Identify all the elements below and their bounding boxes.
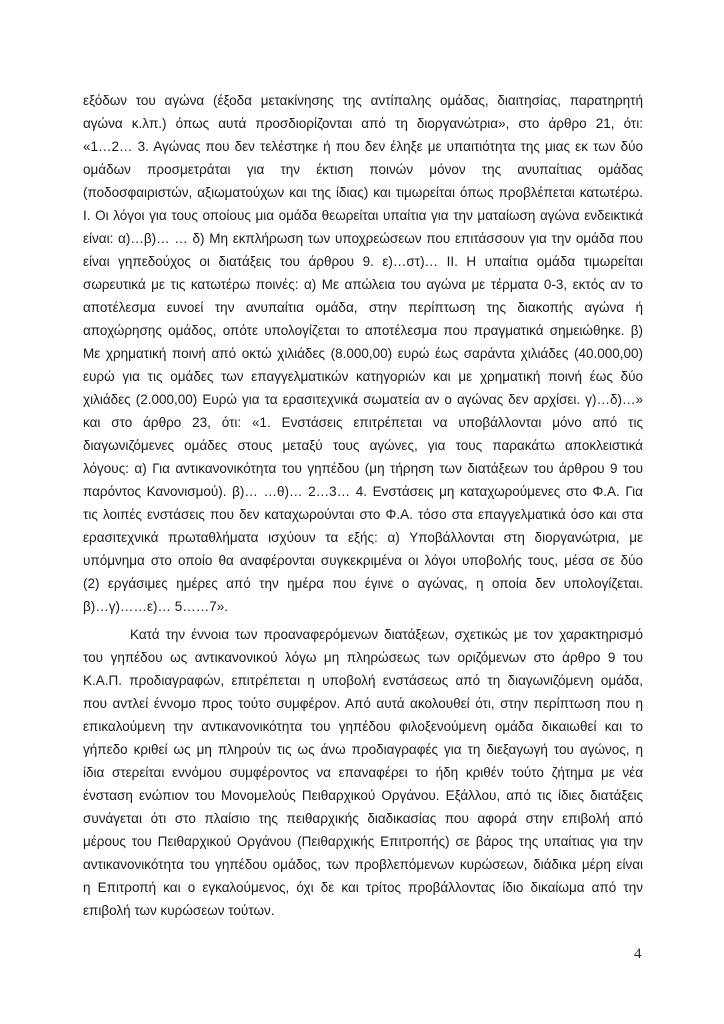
text-line: επιβολή των κυρώσεων τούτων. (83, 903, 275, 918)
text-line: «1…2… 3. Αγώνας που δεν τελέστηκε ή που δεν έληξε με υπαιτιότητα της μιας εκ των δύο (83, 139, 643, 154)
text-line: ευρώ για τις ομάδες των επαγγελματικών κατηγοριών και με χρηματική ποινή έως δύο (83, 369, 643, 384)
text-line: (ποδοσφαιριστών, αξιωματούχων και της ίδιας) και τιμωρείται όπως προβλέπεται κατωτέρω. (83, 185, 643, 200)
page-number: 4 (634, 946, 642, 962)
text-line: (2) εργάσιμες ημέρες από την ημέρα που έγινε ο αγώνας, η οποία δεν υπολογίζεται. (83, 576, 643, 591)
paragraph (83, 623, 643, 922)
text-line: Κ.Α.Π. προδιαγραφών, επιτρέπεται η υποβολή ενστάσεως από τη διαγωνιζόμενη ομάδα, (83, 673, 643, 688)
text-line: χιλιάδες (2.000,00) Ευρώ για τα ερασιτεχνικά σωματεία αν ο αγώνας δεν αρχίσει. γ)…δ)…» (83, 392, 643, 407)
text-line: γήπεδο κριθεί ως μη πληρούν τις ως άνω προδιαγραφές για τη διεξαγωγή του αγώνος, η (83, 742, 643, 757)
text-line: Με χρηματική ποινή από οκτώ χιλιάδες (8.000,00) ευρώ έως σαράντα χιλιάδες (40.000,00) (83, 346, 643, 361)
text-line: ομάδων προσμετράται για την έκτιση ποινών μόνον της ανυπαίτιας ομάδας (83, 162, 643, 177)
text-line: ένσταση ενώπιον του Μονομελούς Πειθαρχικού Οργάνου. Εξάλλου, από τις ίδιες διατάξεις (83, 788, 643, 803)
text-line: τις λοιπές ενστάσεις που δεν καταχωρούνται στο Φ.Α. τόσο στα επαγγελματικά όσο και στα (83, 507, 643, 522)
text-line: αποχώρησης ομάδος, οπότε υπολογίζεται το αποτέλεσμα που πραγματικά σημειώθηκε. β) (83, 323, 643, 338)
text-line: παρόντος Κανονισμού). β)… …θ)… 2…3… 4. Ενστάσεις μη καταχωρούμενες στο Φ.Α. Για (83, 484, 643, 499)
text-line: αγώνα κ.λπ.) όπως αυτά προσδιορίζονται από τη διοργανώτρια», στο άρθρο 21, ότι: (83, 116, 643, 131)
text-line: ερασιτεχνικά πρωταθλήματα ισχύουν τα εξής: α) Υποβάλλονται στη διοργανώτρια, με (83, 530, 643, 545)
text-line: επικαλούμενη την αντικανονικότητα του γηπέδου φιλοξενούμενη ομάδα δικαιωθεί και το (83, 719, 643, 734)
text-line: η Επιτροπή και ο εγκαλούμενος, όχι δε και τρίτος προβάλλοντας ίδιο δικαίωμα από την (83, 880, 643, 895)
text-line: διαγωνιζόμενες ομάδες στους μεταξύ τους αγώνες, για τους παρακάτω αποκλειστικά (83, 438, 643, 453)
text-line: ίδια στερείται εννόμου συμφέροντος να επαναφέρει το ήδη κριθέν τούτο ζήτημα με νέα (83, 765, 643, 780)
text-line: I. Οι λόγοι για τους οποίους μια ομάδα θεωρείται υπαίτια για την ματαίωση αγώνα ενδεικτικά (83, 208, 643, 223)
text-line: και στο άρθρο 23, ότι: «1. Ενστάσεις επιτρέπεται να υποβάλλονται μόνο από τις (83, 415, 643, 430)
text-line: εξόδων του αγώνα (έξοδα μετακίνησης της αντίπαλης ομάδας, διαιτησίας, παρατηρητή (83, 93, 643, 108)
text-line: Κατά την έννοια των προαναφερόμενων διατάξεων, σχετικώς με τον χαρακτηρισμό (130, 627, 643, 642)
text-line: αντικανονικότητα του γηπέδου ομάδος, των προβλεπόμενων κυρώσεων, διάδικα μέρη είναι (83, 857, 643, 872)
body-text (83, 89, 643, 922)
text-line: β)…γ)……ε)… 5……7». (83, 599, 229, 614)
text-line: του γηπέδου ως αντικανονικού λόγω μη πληρώσεως των οριζόμενων στο άρθρο 9 του (83, 650, 643, 665)
text-line: υπόμνημα στο οποίο θα αναφέρονται συγκεκριμένα οι λόγοι υποβολής τους, μέσα σε δύο (83, 553, 643, 568)
text-line: είναι: α)…β)… … δ) Μη εκπλήρωση των υποχρεώσεων που επιτάσσουν για την ομάδα που (83, 231, 643, 246)
text-line: που αντλεί έννομο προς τούτο συμφέρον. Από αυτά ακολουθεί ότι, στην περίπτωση που η (83, 696, 643, 711)
text-line: συνάγεται ότι στο πλαίσιο της πειθαρχικής διαδικασίας που αφορά στην επιβολή από (83, 811, 643, 826)
text-line: σωρευτικά με τις κατωτέρω ποινές: α) Με απώλεια του αγώνα με τέρματα 0-3, εκτός αν το (83, 277, 643, 292)
text-line: μέρους του Πειθαρχικού Οργάνου (Πειθαρχικής Επιτροπής) σε βάρος της υπαίτιας για την (83, 834, 643, 849)
text-line: αποτέλεσμα ευνοεί την ανυπαίτια ομάδα, στην περίπτωση της διακοπής αγώνα ή (83, 300, 643, 315)
paragraph (83, 89, 643, 618)
text-line: λόγους: α) Για αντικανονικότητα του γηπέδου (μη τήρηση των διατάξεων του άρθρου 9 του (83, 461, 643, 476)
text-line: είναι γηπεδούχος οι διατάξεις του άρθρου 9. ε)…στ)… II. Η υπαίτια ομάδα τιμωρείται (83, 254, 643, 269)
